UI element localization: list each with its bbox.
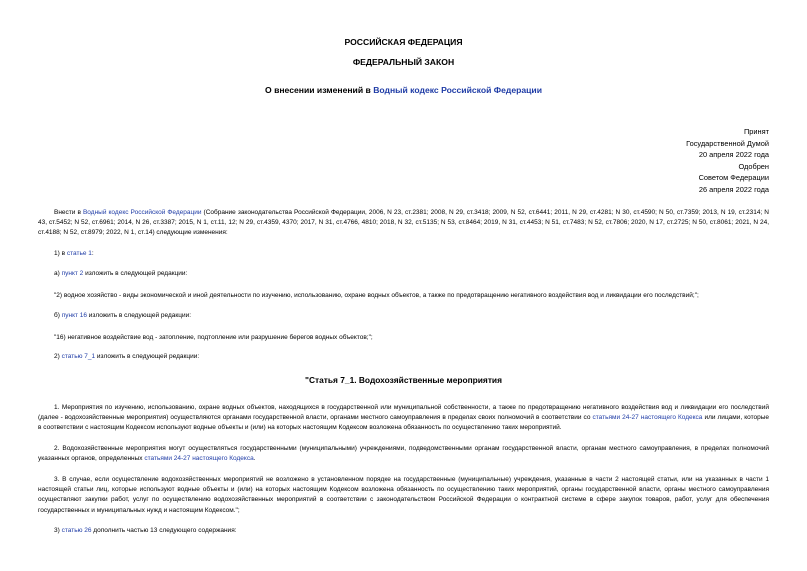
para-1-suffix: или лицами, которые в соответствии с настоящим Кодексом используют водные объекты и (или) на которых настоящим Кодексом возложена обязанность по осуществлению таких мероприятий. — [38, 414, 770, 432]
item-1a-suffix: изложить в следующей редакции: — [83, 270, 188, 277]
article-26-link[interactable]: статью 26 — [61, 527, 92, 534]
adopted-date: 20 апреля 2022 года — [698, 150, 769, 159]
item-3 — [38, 526, 769, 536]
approved-label: Одобрен — [738, 161, 769, 171]
item-1a-prefix: а) — [54, 270, 62, 277]
intro-prefix: Внести в — [54, 209, 83, 216]
intro-code-link[interactable]: Водный кодекс Российской Федерации — [82, 209, 202, 216]
country-heading: РОССИЙСКАЯ ФЕДЕРАЦИЯ — [344, 37, 463, 47]
item-3-prefix: 3) — [54, 527, 62, 534]
law-title — [0, 85, 807, 95]
item-2-suffix: изложить в следующей редакции: — [95, 353, 200, 360]
item-1-suffix: : — [91, 250, 94, 257]
point-2-link[interactable]: пункт 2 — [61, 270, 84, 277]
article-para-3: 3. В случае, если осуществление водохозяйственных мероприятий не возложено в установленном порядке на государственные (муниципальные) учреждения, указанные в части 2 настоящей статьи, или на указанных в части 1 настоящей статьи лиц, которые используют водные объекты и (или) на которых настоящим Кодексом возложена обязанность по осуществлению таких мероприятий, органы государственной власти, органы местного самоуправления осуществляют закупки работ, услуг по осуществлению водохозяйственных мероприятий в соответствии с законодательством Российской Федерации о контрактной системе в сфере закупок товаров, работ, услуг для обеспечения государственных и муниципальных нужд и настоящим Кодексом."; — [38, 476, 769, 514]
item-1 — [38, 249, 769, 259]
article-title: "Статья 7_1. Водохозяйственные мероприятия — [305, 375, 502, 385]
intro-paragraph — [38, 208, 769, 239]
para-2-suffix: . — [253, 455, 256, 463]
item-1a — [38, 269, 769, 279]
water-code-link[interactable]: Водный кодекс Российской Федерации — [373, 85, 542, 95]
intro-text: (Собрание законодательства Российской Федерации, 2006, N 23, ст.2381; 2008, N 29, ст.3418; 2009, N 52, ст.6441; 2011, N 29, ст.4281; N 30, ст.4590; N 50, ст.7359; 2013, N 19, ст.2314; N 43, ст.5452; N 52, ст.6961; 2014, N 26, ст.3387; 2015, N 1, ст.11, 12; N 29, ст.4359, 4370; 2017, N 31, ст.4766, 4810; 2018, N 32, ст.5135; N 53, ст.8464; 2019, N 31, ст.4453; N 51, ст.7483; N 52, ст.7806; 2020, N 17, ст.2725; N 50, ст.8061; 2021, N 24, ст.4188; N 52, ст.8979; 2022, N 1, ст.14) следующие изменения: — [38, 209, 769, 237]
law-type-heading: ФЕДЕРАЛЬНЫЙ ЗАКОН — [352, 57, 455, 67]
point-16-link[interactable]: пункт 16 — [61, 312, 87, 319]
adoption-block — [686, 126, 769, 195]
article-para-1 — [38, 403, 769, 434]
para-1-text: 1. Мероприятия по изучению, использованию, охране водных объектов, находящихся в государственной или муниципальной собственности, а также по предотвращению негативного воздействия вод и ликвидации его последствий (далее - водохозяйственные мероприятия) осуществляются органами государственной власти, органами местного самоуправления в пределах своих полномочий в соответствии со — [38, 404, 769, 422]
item-1-prefix: 1) в — [54, 250, 67, 257]
item-2 — [38, 352, 769, 362]
item-1b-prefix: б) — [54, 312, 62, 319]
law-title-prefix: О внесении изменений в — [265, 85, 374, 95]
articles-24-27-link-2[interactable]: статьями 24-27 настоящего Кодекса — [144, 455, 254, 463]
articles-24-27-link-1[interactable]: статьями 24-27 настоящего Кодекса — [592, 414, 703, 422]
item-1b — [38, 311, 769, 321]
adopted-label: Принят — [743, 127, 769, 136]
item-1b-text: "16) негативное воздействие вод - затопление, подтопление или разрушение берегов водных объектов;"; — [54, 334, 373, 341]
item-3-suffix: дополнить частью 13 следующего содержания: — [91, 527, 237, 534]
adopted-body: Государственной Думой — [686, 138, 769, 148]
item-1b-suffix: изложить в следующей редакции: — [87, 312, 192, 319]
approved-date: 26 апреля 2022 года — [698, 184, 769, 194]
article-7-1-link[interactable]: статью 7_1 — [61, 353, 96, 360]
item-1a-text: "2) водное хозяйство - виды экономической и иной деятельности по изучению, использованию, охране водных объектов, а также по предотвращению негативного воздействия вод и ликвидации его последствий;"; — [54, 292, 699, 299]
para-2-text: 2. Водохозяйственные мероприятия могут осуществляться государственными (муниципальными) учреждениями, подведомственными органам государственной власти, органам местного самоуправления, в пределах полномочий указанных органов, определенных — [38, 445, 769, 463]
item-2-prefix: 2) — [54, 353, 62, 360]
article-para-2 — [38, 444, 769, 464]
approved-body: Советом Федерации — [698, 173, 769, 182]
article-1-link[interactable]: статье 1 — [66, 250, 92, 257]
